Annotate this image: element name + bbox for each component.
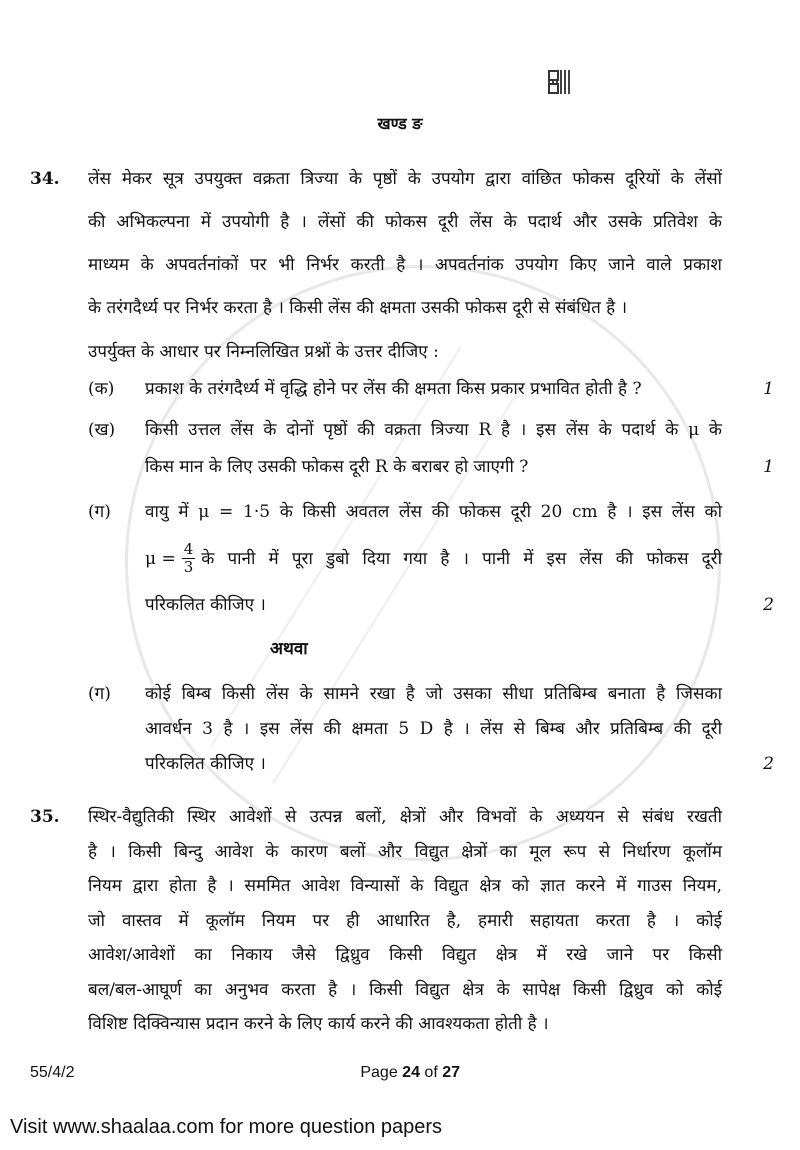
section-title: खण्ड ङ <box>377 114 423 133</box>
passage-line: नियम द्वारा होता है । सममित आवेश विन्यासों के विद्युत क्षेत्र को ज्ञात करने में गाउस नियम, <box>88 876 722 896</box>
fraction-denominator: 3 <box>183 558 194 576</box>
part-ga <box>88 492 782 625</box>
passage-line: आवेश/आवेशों का निकाय जैसे द्विध्रुव किसी विद्युत क्षेत्र में रखे जाने पर किसी <box>88 945 722 965</box>
part-text-block <box>145 374 722 404</box>
part-label: (ग) <box>88 684 111 704</box>
part-text: वायु में μ = 1·5 के किसी अवतल लेंस की फोकस दूरी 20 cm है । इस लेंस को <box>145 502 722 522</box>
passage-line: के तरंगदैर्ध्य पर निर्भर करता है । किसी लेंस की क्षमता उसकी फोकस दूरी से संबंधित है । <box>88 298 628 318</box>
mu-label: μ = <box>145 548 176 569</box>
or-label: अथवा <box>270 639 308 659</box>
marks: 1 <box>763 457 774 477</box>
question-34 <box>30 158 774 782</box>
current-page: 24 <box>402 1063 420 1081</box>
passage-line: है । किसी बिन्दु आवेश के कारण बलों और विद्युत क्षेत्रों का मूल रूप से निर्धारण कूलॉम <box>88 841 722 862</box>
footer <box>30 1062 770 1084</box>
part-label: (ग) <box>88 502 111 522</box>
part-kha <box>88 412 782 486</box>
part-text: किसी उत्तल लेंस के दोनों पृष्ठों की वक्रता त्रिज्या R है । इस लेंस के पदार्थ के μ के <box>145 420 722 440</box>
question-number: 34. <box>30 169 60 189</box>
page-number <box>360 1062 460 1084</box>
part-text: आवर्धन 3 है । इस लेंस की क्षमता 5 D है । लेंस से बिम्ब और प्रतिबिम्ब की दूरी <box>145 719 722 739</box>
passage-line: स्थिर-वैद्युतिकी स्थिर आवेशों से उत्पन्न बलों, क्षेत्रों और विभवों के अध्ययन से संबंध रखती <box>88 807 722 827</box>
part-label: (क) <box>88 379 115 399</box>
part-text-fraction-line <box>145 532 722 585</box>
passage-line: माध्यम के अपवर्तनांकों पर भी निर्भर करती है । अपवर्तनांक उपयोग किए जाने वाले प्रकाश <box>88 255 722 275</box>
total-pages: 27 <box>442 1063 460 1081</box>
part-ga-alternative <box>88 677 782 782</box>
part-text-block <box>145 677 722 782</box>
passage-line: की अभिकल्पना में उपयोगी है । लेंसों की फोकस दूरी लेंस के पदार्थ और उसके प्रतिवेश के <box>88 212 722 232</box>
part-ka <box>88 374 782 404</box>
part-text: परिकलित कीजिए । <box>145 595 266 615</box>
part-text: के पानी में पूरा डुबो दिया गया है । पानी में इस लेंस की फोकस दूरी <box>201 548 722 569</box>
marks: 2 <box>763 595 774 615</box>
part-text-block <box>145 412 722 486</box>
instruction: उपर्युक्त के आधार पर निम्नलिखित प्रश्नों के उत्तर दीजिए : <box>88 342 439 362</box>
question-body <box>88 158 774 782</box>
page-prefix: Page <box>360 1063 403 1081</box>
passage <box>88 158 722 330</box>
question-35 <box>30 800 770 1042</box>
page-of: of <box>419 1063 443 1081</box>
part-text: कोई बिम्ब किसी लेंस के सामने रखा है जो उसका सीधा प्रतिबिम्ब बनाता है जिसका <box>145 684 722 704</box>
part-text-block <box>145 492 722 625</box>
part-text: प्रकाश के तरंगदैर्ध्य में वृद्धि होने पर लेंस की क्षमता किस प्रकार प्रभावित होती है ? <box>145 379 642 399</box>
marks: 1 <box>763 379 774 399</box>
part-label: (ख) <box>88 420 116 440</box>
passage-line: विशिष्ट दिक्विन्यास प्रदान करने के लिए कार्य करने की आवश्यकता होती है । <box>88 1014 549 1034</box>
part-text: परिकलित कीजिए । <box>145 754 266 774</box>
passage-line: लेंस मेकर सूत्र उपयुक्त वक्रता त्रिज्या के पृष्ठों के उपयोग द्वारा वांछित फोकस दूरियों के लेंसों <box>88 169 722 189</box>
question-body <box>88 800 722 1042</box>
passage-line: जो वास्तव में कूलॉम नियम पर ही आधारित है, हमारी सहायता करता है । कोई <box>88 910 722 931</box>
paper-code: 55/4/2 <box>30 1063 75 1081</box>
question-number: 35. <box>30 807 60 827</box>
passage <box>88 800 722 1042</box>
visit-link[interactable]: Visit www.shaalaa.com for more question papers <box>10 1115 443 1138</box>
passage-line: बल/बल-आघूर्ण का अनुभव करता है । किसी विद्युत क्षेत्र के सापेक्ष किसी द्विध्रुव को कोई <box>88 979 722 1000</box>
fraction <box>182 541 196 576</box>
fraction-numerator: 4 <box>183 540 194 558</box>
marks: 2 <box>763 754 774 774</box>
part-text: किस मान के लिए उसकी फोकस दूरी R के बराबर हो जाएगी ? <box>145 457 529 477</box>
